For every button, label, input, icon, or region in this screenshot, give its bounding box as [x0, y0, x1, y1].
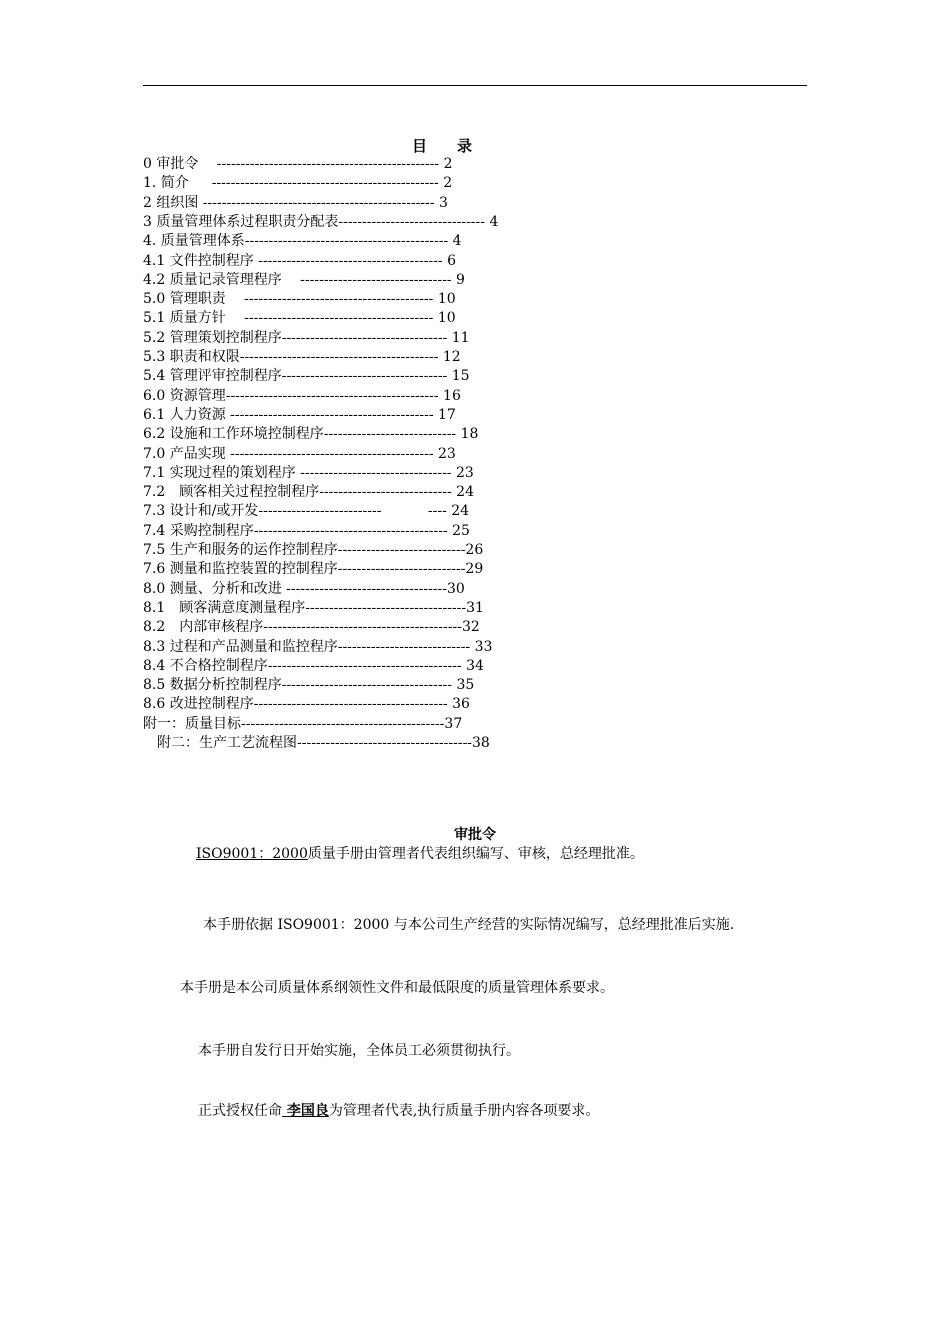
- toc-entry: 5.1 质量方针 ---------------------------------------- 10: [143, 310, 456, 327]
- toc-entry: 5.4 管理评审控制程序----------------------------------- 15: [143, 368, 470, 385]
- toc-entry: 7.0 产品实现 ------------------------------------------- 23: [143, 445, 456, 462]
- toc-entry: 附一：质量目标-------------------------------------------37: [143, 715, 463, 732]
- toc-entry: 4.1 文件控制程序 --------------------------------------- 6: [143, 252, 457, 269]
- toc-entry: 6.0 资源管理--------------------------------------------- 16: [143, 387, 461, 404]
- toc-entry: 8.4 不合格控制程序----------------------------------------- 34: [143, 657, 484, 674]
- toc-entry: 8.5 数据分析控制程序------------------------------------ 35: [143, 677, 475, 694]
- toc-entry: 1. 简介 ------------------------------------------------ 2: [143, 175, 453, 192]
- toc-entry: 3 质量管理体系过程职责分配表------------------------------- 4: [143, 213, 499, 230]
- toc-entry: 5.0 管理职责 ---------------------------------------- 10: [143, 291, 456, 308]
- approval-paragraph-4: 本手册自发行日开始实施，全体员工必须贯彻执行。: [198, 1043, 520, 1059]
- toc-entry: 7.6 测量和监控装置的控制程序---------------------------29: [143, 561, 484, 578]
- toc-entry: 7.5 生产和服务的运作控制程序---------------------------26: [143, 542, 484, 558]
- approval-paragraph-2: 本手册依据 ISO9001：2000 与本公司生产经营的实际情况编写，总经理批准后实施.: [203, 917, 735, 933]
- toc-entry: 7.1 实现过程的策划程序 -------------------------------- 23: [143, 464, 474, 481]
- approval-title: 审批令: [454, 827, 496, 843]
- toc-entry: 8.0 测量、分析和改进 ----------------------------------30: [143, 580, 465, 597]
- toc-entry: 5.2 管理策划控制程序----------------------------------- 11: [143, 329, 470, 346]
- toc-entry: 4.2 质量记录管理程序 -------------------------------- 9: [143, 271, 465, 288]
- toc-entry: 0 审批令 ----------------------------------------------- 2: [143, 156, 453, 172]
- toc-entry: 7.3 设计和/或开发-------------------------- ---- 24: [143, 503, 470, 520]
- toc-entry: 8.1 顾客满意度测量程序----------------------------------31: [143, 599, 484, 616]
- toc-entry: 4. 质量管理体系------------------------------------------- 4: [143, 233, 462, 250]
- toc-entry: 5.3 职责和权限------------------------------------------ 12: [143, 349, 461, 365]
- standard-reference: ISO9001：2000: [196, 846, 308, 862]
- toc-title: 目 录: [411, 137, 472, 155]
- toc-entry: 7.4 采购控制程序----------------------------------------- 25: [143, 522, 470, 539]
- toc-entry: 8.6 改进控制程序----------------------------------------- 36: [143, 696, 470, 713]
- toc-entry: 2 组织图 ------------------------------------------------- 3: [143, 194, 448, 211]
- toc-entry: 8.3 过程和产品测量和监控程序---------------------------- 33: [143, 638, 493, 655]
- toc-entry: 8.2 内部审核程序------------------------------------------32: [143, 619, 480, 636]
- approval-paragraph-3: 本手册是本公司质量体系纲领性文件和最低限度的质量管理体系要求。: [180, 980, 614, 996]
- toc-entry: 6.1 人力资源 ------------------------------------------- 17: [143, 406, 456, 423]
- toc-entry: 附二：生产工艺流程图-------------------------------------38: [143, 735, 490, 751]
- toc-entry: 7.2 顾客相关过程控制程序---------------------------- 24: [143, 484, 474, 501]
- approval-paragraph-1: ISO9001：2000质量手册由管理者代表组织编写、审核，总经理批准。: [196, 846, 644, 862]
- approval-paragraph-5: 正式授权任命 李国良为管理者代表,执行质量手册内容各项要求。: [198, 1103, 600, 1119]
- toc-entry: 6.2 设施和工作环境控制程序---------------------------- 18: [143, 426, 479, 443]
- representative-name: 李国良: [282, 1103, 329, 1119]
- header-rule: [143, 85, 807, 86]
